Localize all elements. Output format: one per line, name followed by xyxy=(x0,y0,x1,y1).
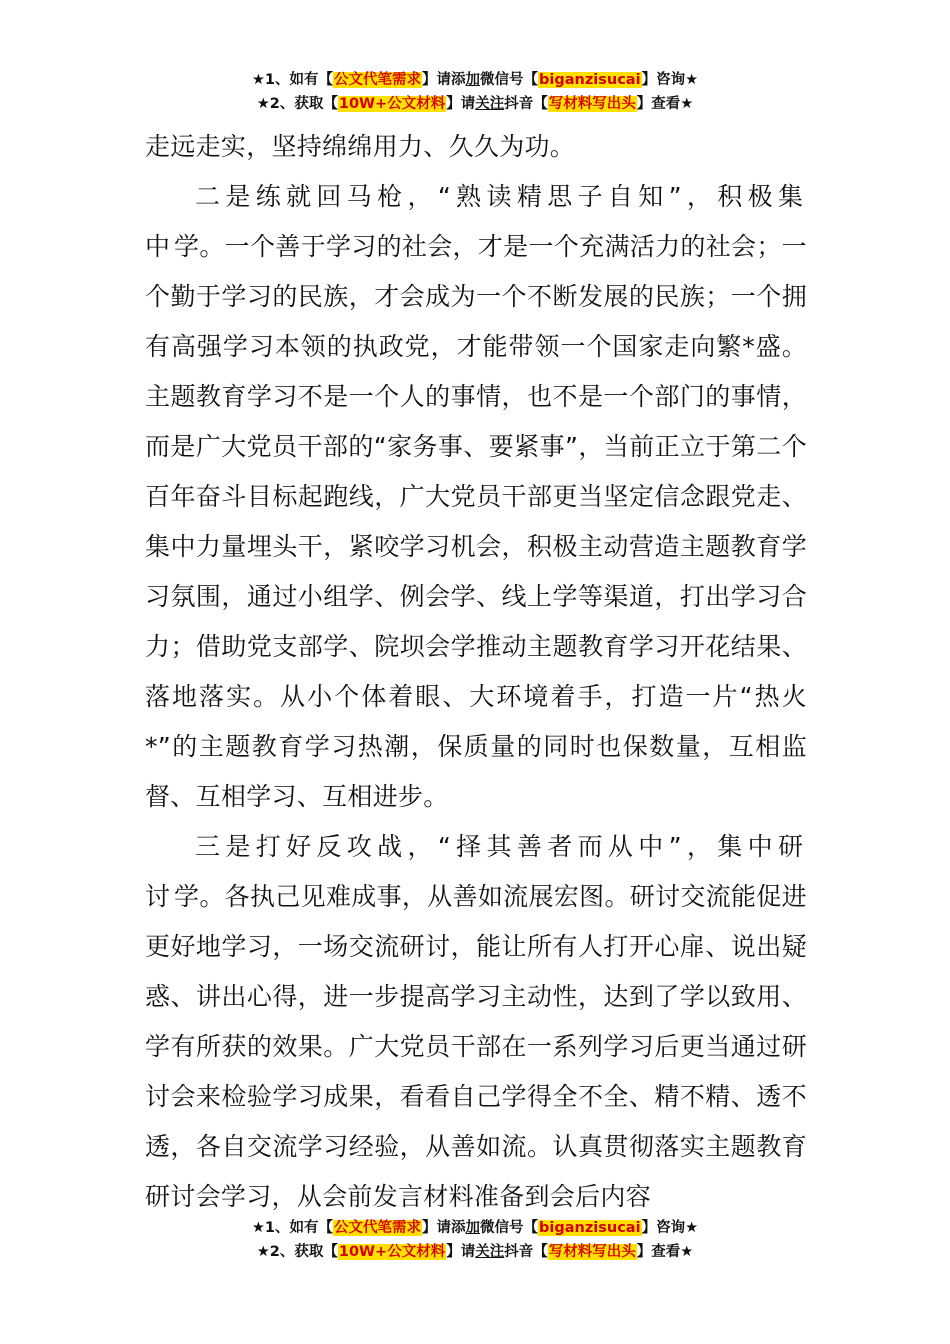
document-body xyxy=(145,122,807,1222)
banner-highlight-wechat-id: biganzisucai xyxy=(539,72,641,88)
banner-line-2: ★2、获取【10W+公文材料】请关注抖音【写材料写出头】查看★ xyxy=(256,96,694,112)
paragraph-point-three xyxy=(145,822,807,1222)
paragraph-continuation: 走远走实，坚持绵绵用力、久久为功。 xyxy=(145,132,576,161)
banner-highlight-materials: 10W+公文材料 xyxy=(338,96,446,112)
banner-highlight-douyin: 写材料写出头 xyxy=(548,96,636,112)
point-three-text: 学。各执己见难成事，从善如流展宏图。研讨交流能促进更好地学习，一场交流研讨，能让所有人打开心扉、说出疑惑、讲出心得，进一步提高学习主动性，达到了学以致用、学有所获的效果。广大党员干部在一系列学习后更当通过研讨会来检验学习成果，看看自己学得全不全、精不精、透不透，各自交流学习经验，从善如流。认真贯彻落实主题教育研讨会学习，从会前发言材料准备到会后内容 xyxy=(145,882,807,1211)
banner-line-1: ★1、如有【公文代笔需求】请添加微信号【biganzisucai】咨询★ xyxy=(251,72,699,88)
banner-highlight-douyin: 写材料写出头 xyxy=(548,1244,636,1260)
banner-line-2: ★2、获取【10W+公文材料】请关注抖音【写材料写出头】查看★ xyxy=(256,1244,694,1260)
header-banner xyxy=(0,68,950,116)
banner-highlight-materials: 10W+公文材料 xyxy=(338,1244,446,1260)
banner-highlight-service: 公文代笔需求 xyxy=(334,72,422,88)
banner-highlight-wechat-id: biganzisucai xyxy=(539,1220,641,1236)
paragraph-point-two xyxy=(145,172,807,822)
point-two-heading: 二是练就回马枪，“熟读精思子自知”，积极集中 xyxy=(145,182,807,261)
banner-highlight-service: 公文代笔需求 xyxy=(334,1220,422,1236)
point-three-heading: 三是打好反攻战，“择其善者而从中”，集中研讨 xyxy=(145,832,807,911)
point-two-text: 学。一个善于学习的社会，才是一个充满活力的社会；一个勤于学习的民族，才会成为一个不断发展的民族；一个拥有高强学习本领的执政党，才能带领一个国家走向繁*盛。主题教育学习不是一个人的事情，也不是一个部门的事情，而是广大党员干部的“家务事、要紧事”，当前正立于第二个百年奋斗目标起跑线，广大党员干部更当坚定信念跟党走、集中力量埋头干，紧咬学习机会，积极主动营造主题教育学习氛围，通过小组学、例会学、线上学等渠道，打出学习合力；借助党支部学、院坝会学推动主题教育学习开花结果、落地落实。从小个体着眼、大环境着手，打造一片“热火*”的主题教育学习热潮，保质量的同时也保数量，互相监督、互相学习、互相进步。 xyxy=(145,232,807,811)
footer-banner xyxy=(0,1216,950,1264)
banner-line-1: ★1、如有【公文代笔需求】请添加微信号【biganzisucai】咨询★ xyxy=(251,1220,699,1236)
